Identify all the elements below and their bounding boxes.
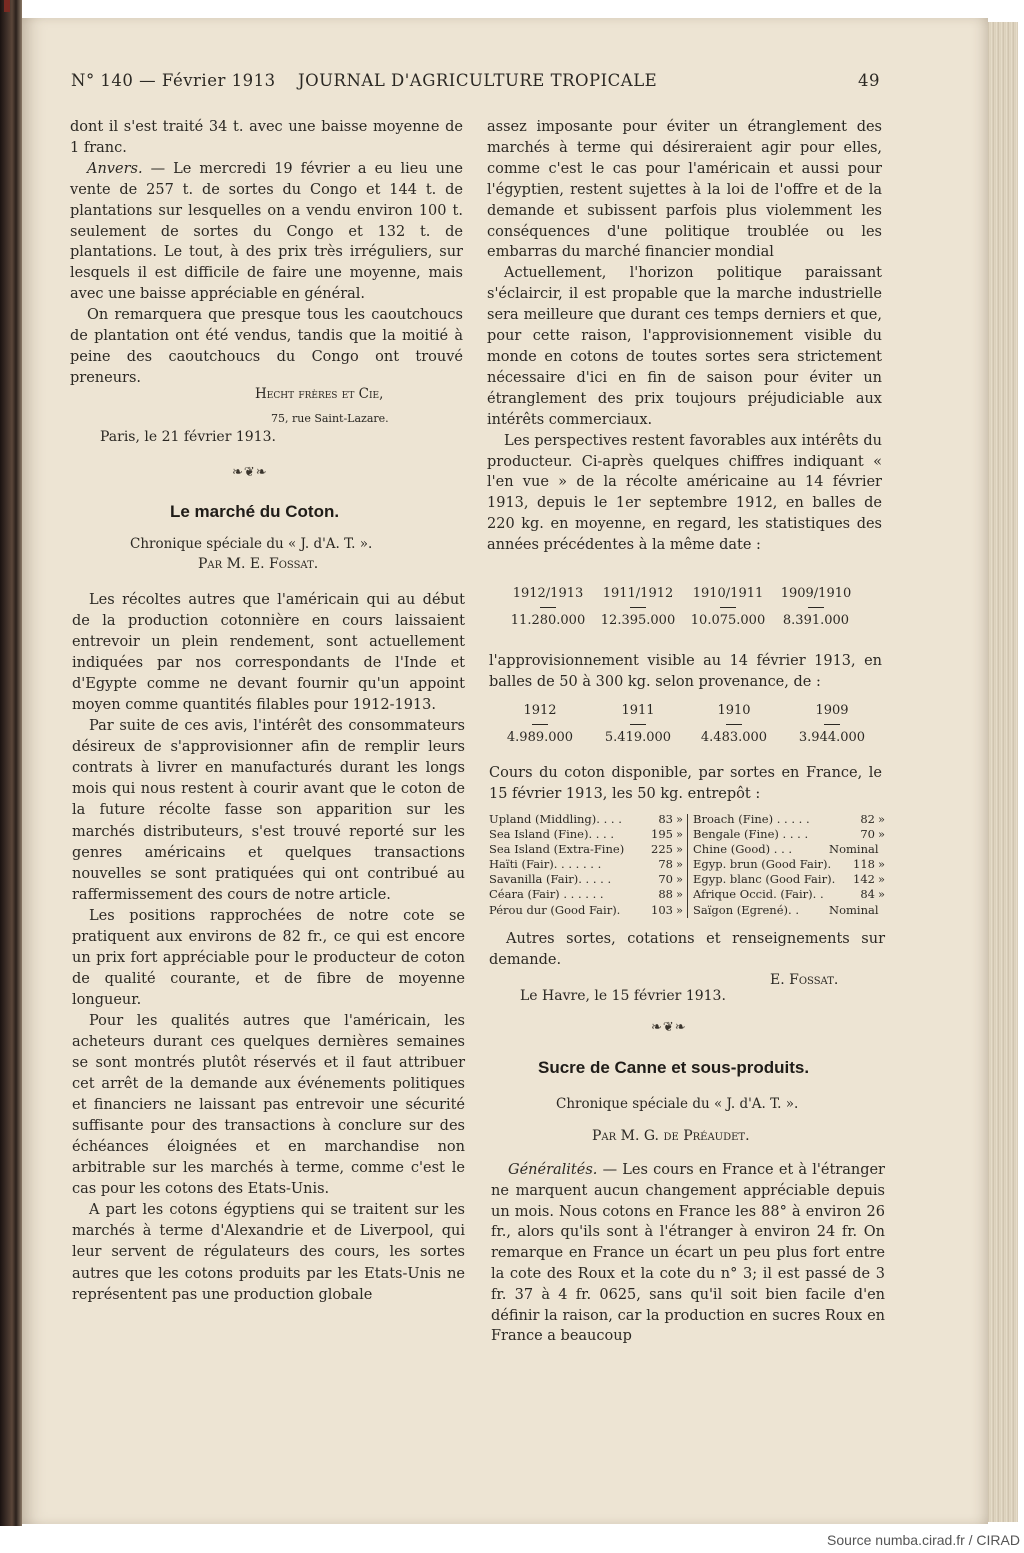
price-value: 70 xyxy=(860,827,875,842)
crop-stat-value: 8.391.000 xyxy=(782,613,850,628)
price-value: Nominal xyxy=(829,842,879,857)
right-paragraph-1: assez imposante pour éviter un étranglement des marchés à terme qui désireraient agir pour elles, comme c'est le cas pour l'américain et aussi pour l'égyptien, restent sujettes à la loi de l'offre et de la demande et subissent parfois plus violemment les conséquences d'une politique troublée ou les embarras du marché financier mondial xyxy=(487,119,882,261)
ornament-divider: ❧❦❧ xyxy=(232,465,268,480)
cotton-chronicle: Chronique spéciale du « J. d'A. T. ». xyxy=(130,536,373,552)
price-unit: » xyxy=(877,887,885,902)
remark-paragraph: On remarquera que presque tous les caoutchoucs de plantation ont été vendus, tandis que la moitié à peine des caoutchoucs du Congo ont trouvé preneurs. xyxy=(70,307,463,386)
paris-dateline: Paris, le 21 février 1913. xyxy=(100,429,276,445)
price-name: Céara (Fair) . . . . . . xyxy=(489,887,604,902)
journal-title: JOURNAL D'AGRICULTURE TROPICALE xyxy=(298,71,658,90)
price-value: Nominal xyxy=(829,902,879,917)
price-value: 142 xyxy=(853,872,875,887)
book-binding xyxy=(0,0,22,1526)
sugar-paragraph-1 xyxy=(491,1160,885,1347)
price-value: 70 xyxy=(658,872,673,887)
supply-stat-col xyxy=(692,703,776,745)
price-row xyxy=(693,887,885,902)
price-value: 118 xyxy=(853,857,875,872)
price-unit xyxy=(875,903,885,918)
right-paragraph-4: l'approvisionnement visible au 14 février 1913, en balles de 50 à 300 kg. selon provenance, de : xyxy=(489,653,882,690)
right-paragraph-3: Les perspectives restent favorables aux intérêts du producteur. Ci-après quelques chiffres indiquant « l'en vue » de la récolte américaine au 14 février 1913, depuis le 1er septembre 1912, en balles de 220 kg. en moyenne, en regard, les statistiques des années précédentes à la même date : xyxy=(487,432,882,554)
supply-stat-year: 1912 xyxy=(523,703,557,718)
price-unit: » xyxy=(675,827,683,842)
price-value: 88 xyxy=(658,887,673,902)
crop-stat-year: 1910/1911 xyxy=(692,586,764,601)
price-row xyxy=(693,842,885,857)
supply-stat-col xyxy=(790,703,874,745)
hecht-address: 75, rue Saint-Lazare. xyxy=(271,412,389,425)
page-edges xyxy=(985,22,1024,1522)
crop-stat-col xyxy=(506,586,590,628)
issue-number: N° 140 — Février 1913 xyxy=(71,71,276,90)
right-paragraph-2: Actuellement, l'horizon politique paraissant s'éclaircir, il est propable que la marche industrielle sera meilleure que durant ces temps derniers et que, pour cette raison, l'approvisionnement visible du monde en cotons de toutes sortes sera strictement nécessaire d'ici en fin de saison pour éviter un étranglement des prix toujours préjudiciable aux intérêts commerciaux. xyxy=(487,265,882,428)
price-row xyxy=(489,842,683,857)
price-name: Upland (Middling). . . . xyxy=(489,812,622,826)
crop-stat-value: 12.395.000 xyxy=(600,613,676,628)
left-column-top xyxy=(70,117,463,389)
price-unit: » xyxy=(877,857,885,872)
right-column-top xyxy=(487,117,882,556)
price-unit: » xyxy=(675,857,683,872)
source-credit: Source numba.cirad.fr / CIRAD xyxy=(827,1532,1020,1548)
price-name: Egyp. brun (Good Fair). xyxy=(693,857,832,872)
fossat-signature: E. Fossat. xyxy=(770,972,839,988)
price-name: Saïgon (Egrené). . xyxy=(693,902,799,917)
other-sorts xyxy=(489,929,885,971)
cotton-paragraph-3: Les positions rapprochées de notre cote se pratiquent aux environs de 82 fr., ce qui est encore un prix fort appréciable pour le producteur de coton de qualité courante, et de fibre de moyenne longueur. xyxy=(72,907,465,1008)
price-unit: » xyxy=(675,902,683,917)
sugar-chronicle: Chronique spéciale du « J. d'A. T. ». xyxy=(556,1096,799,1112)
price-row xyxy=(489,812,683,827)
price-unit: » xyxy=(675,887,683,902)
price-name: Afrique Occid. (Fair). . xyxy=(693,887,824,902)
sugar-body xyxy=(491,1160,885,1347)
price-row xyxy=(693,872,885,887)
crop-stat-year: 1909/1910 xyxy=(780,586,852,601)
intro-paragraph: dont il s'est traité 34 t. avec une baisse moyenne de 1 franc. xyxy=(70,119,463,156)
price-name: Haïti (Fair). . . . . . . xyxy=(489,857,602,872)
supply-stat-value: 4.989.000 xyxy=(506,730,574,745)
price-unit: » xyxy=(877,812,885,826)
price-row xyxy=(489,827,683,842)
price-name: Egyp. blanc (Good Fair). xyxy=(693,872,836,887)
price-name: Chine (Good) . . . xyxy=(693,842,793,857)
crop-stat-year: 1911/1912 xyxy=(602,586,674,601)
price-name: Bengale (Fine) . . . . xyxy=(693,827,809,842)
price-value: 82 xyxy=(860,812,875,826)
price-unit: » xyxy=(877,827,885,842)
supply-stat-col xyxy=(498,703,582,745)
price-table-divider xyxy=(687,814,688,918)
cotton-author: Par M. E. Fossat. xyxy=(198,556,319,572)
cotton-article-title: Le marché du Coton. xyxy=(170,502,340,521)
supply-stat-year: 1910 xyxy=(717,703,751,718)
price-name: Sea Island (Fine). . . . xyxy=(489,827,615,842)
crop-stat-col xyxy=(596,586,680,628)
price-unit: » xyxy=(675,872,683,887)
crop-stat-col xyxy=(774,586,858,628)
anvers-paragraph xyxy=(70,159,463,305)
price-table-left xyxy=(489,812,683,918)
supply-stat-year: 1909 xyxy=(815,703,849,718)
supply-stat-value: 5.419.000 xyxy=(604,730,672,745)
crop-stat-col xyxy=(686,586,770,628)
generalites-label: Généralités. xyxy=(508,1162,598,1178)
price-row xyxy=(693,857,885,872)
price-unit: » xyxy=(675,812,683,826)
havre-dateline: Le Havre, le 15 février 1913. xyxy=(520,988,726,1004)
price-row xyxy=(693,903,885,918)
anvers-text: — Le mercredi 19 février a eu lieu une vente de 257 t. de sortes du Congo et 144 t. de plantations sur lesquelles on a vendu environ 100 t. seulement de sortes du Congo et 132 t. de plantations. Le tout, à des prix très irréguliers, sur lesquels il est difficile de faire une moyenne, mais avec une baisse appréciable en général. xyxy=(70,160,463,303)
price-value: 195 xyxy=(651,827,673,842)
supply-stat-year: 1911 xyxy=(621,703,655,718)
price-row xyxy=(489,887,683,902)
cotton-paragraph-5: A part les cotons égyptiens qui se traitent sur les marchés à terme d'Alexandrie et de Liverpool, qui leur servent de régulateurs des cours, les sortes autres que les cotons produits par les Etats-Unis ne représentent pas une production globale xyxy=(72,1202,465,1303)
price-table-right xyxy=(693,812,885,918)
price-row xyxy=(693,827,885,842)
price-name: Broach (Fine) . . . . . xyxy=(693,812,810,826)
page-number: 49 xyxy=(858,71,880,90)
hecht-signature: Hecht frères et Cie, xyxy=(255,386,384,402)
price-name: Pérou dur (Good Fair). xyxy=(489,902,621,917)
supply-intro xyxy=(489,651,882,693)
price-row xyxy=(693,812,885,827)
price-value: 83 xyxy=(658,812,673,826)
price-value: 84 xyxy=(860,887,875,902)
price-row xyxy=(489,903,683,918)
crop-stat-year: 1912/1913 xyxy=(512,586,584,601)
crop-stat-value: 11.280.000 xyxy=(510,613,586,628)
price-unit: » xyxy=(675,842,683,857)
supply-stat-value: 3.944.000 xyxy=(798,730,866,745)
price-value: 103 xyxy=(651,902,673,917)
price-unit: » xyxy=(877,872,885,887)
sugar-author: Par M. G. de Préaudet. xyxy=(592,1128,750,1144)
price-row xyxy=(489,857,683,872)
price-value: 78 xyxy=(658,857,673,872)
generalites-text: — Les cours en France et à l'étranger ne marquent aucun changement appréciable depuis un mois. Nous cotons en France les 88° à environ 26 fr., alors qu'ils sont à l'étranger à environ 24 fr. On remarque en France un écart un peu plus fort entre la cote des Roux et la cote du n° 3; il est passé de 3 fr. 37 à 4 fr. 0625, sans qu'il soit bien facile d'en définir la raison, car la production en sucres Roux en France a beaucoup xyxy=(491,1162,885,1345)
price-row xyxy=(489,872,683,887)
ornament-divider: ❧❦❧ xyxy=(651,1020,687,1035)
price-name: Savanilla (Fair). . . . . xyxy=(489,872,612,887)
cotton-paragraph-1: Les récoltes autres que l'américain qui au début de la production cotonnière en cours laissaient entrevoir un plein rendement, sont actuellement indiquées par nos correspondants de l'Inde et d'Egypte comme ne devant fournir qu'un appoint moyen comme quantités filables pour 1912-1913. xyxy=(72,592,465,714)
cotton-paragraph-2: Par suite de ces avis, l'intérêt des consommateurs désireux de s'approvisionner afin de remplir leurs contrats à livrer en manufacturés durant les longs mois qui nous restent à courir avant que le coton de la future récolte fasse son apparition sur les marchés distributeurs, s'est trouvé reporté sur les genres américains et quelques transactions nouvelles se sont pratiquées qui ont contribué au raffermissement des cours de notre article. xyxy=(72,718,465,903)
supply-stat-col xyxy=(596,703,680,745)
price-unit xyxy=(875,842,885,857)
crop-stat-value: 10.075.000 xyxy=(690,613,766,628)
prices-intro xyxy=(489,763,882,805)
left-column-body xyxy=(72,590,465,1306)
right-paragraph-6: Autres sortes, cotations et renseignements sur demande. xyxy=(489,931,885,968)
cotton-paragraph-4: Pour les qualités autres que l'américain, les acheteurs durant ces quelques dernières semaines se sont montrés plutôt réservés et il faut attribuer cet arrêt de la demande aux événements politiques et financiers ne laissant pas entrevoir une sécurité suffisante pour des transactions à conclure sur des échéances éloignées et en marchandise non arbitrable sur les marchés à terme, comme c'est le cas pour les cotons des Etats-Unis. xyxy=(72,1012,465,1198)
right-paragraph-5: Cours du coton disponible, par sortes en France, le 15 février 1913, les 50 kg. entrepôt : xyxy=(489,765,882,802)
sugar-article-title: Sucre de Canne et sous-produits. xyxy=(538,1058,810,1077)
price-name: Sea Island (Extra-Fine) xyxy=(489,842,625,857)
supply-stat-value: 4.483.000 xyxy=(700,730,768,745)
price-value: 225 xyxy=(651,842,673,857)
anvers-label: Anvers. xyxy=(87,160,143,177)
